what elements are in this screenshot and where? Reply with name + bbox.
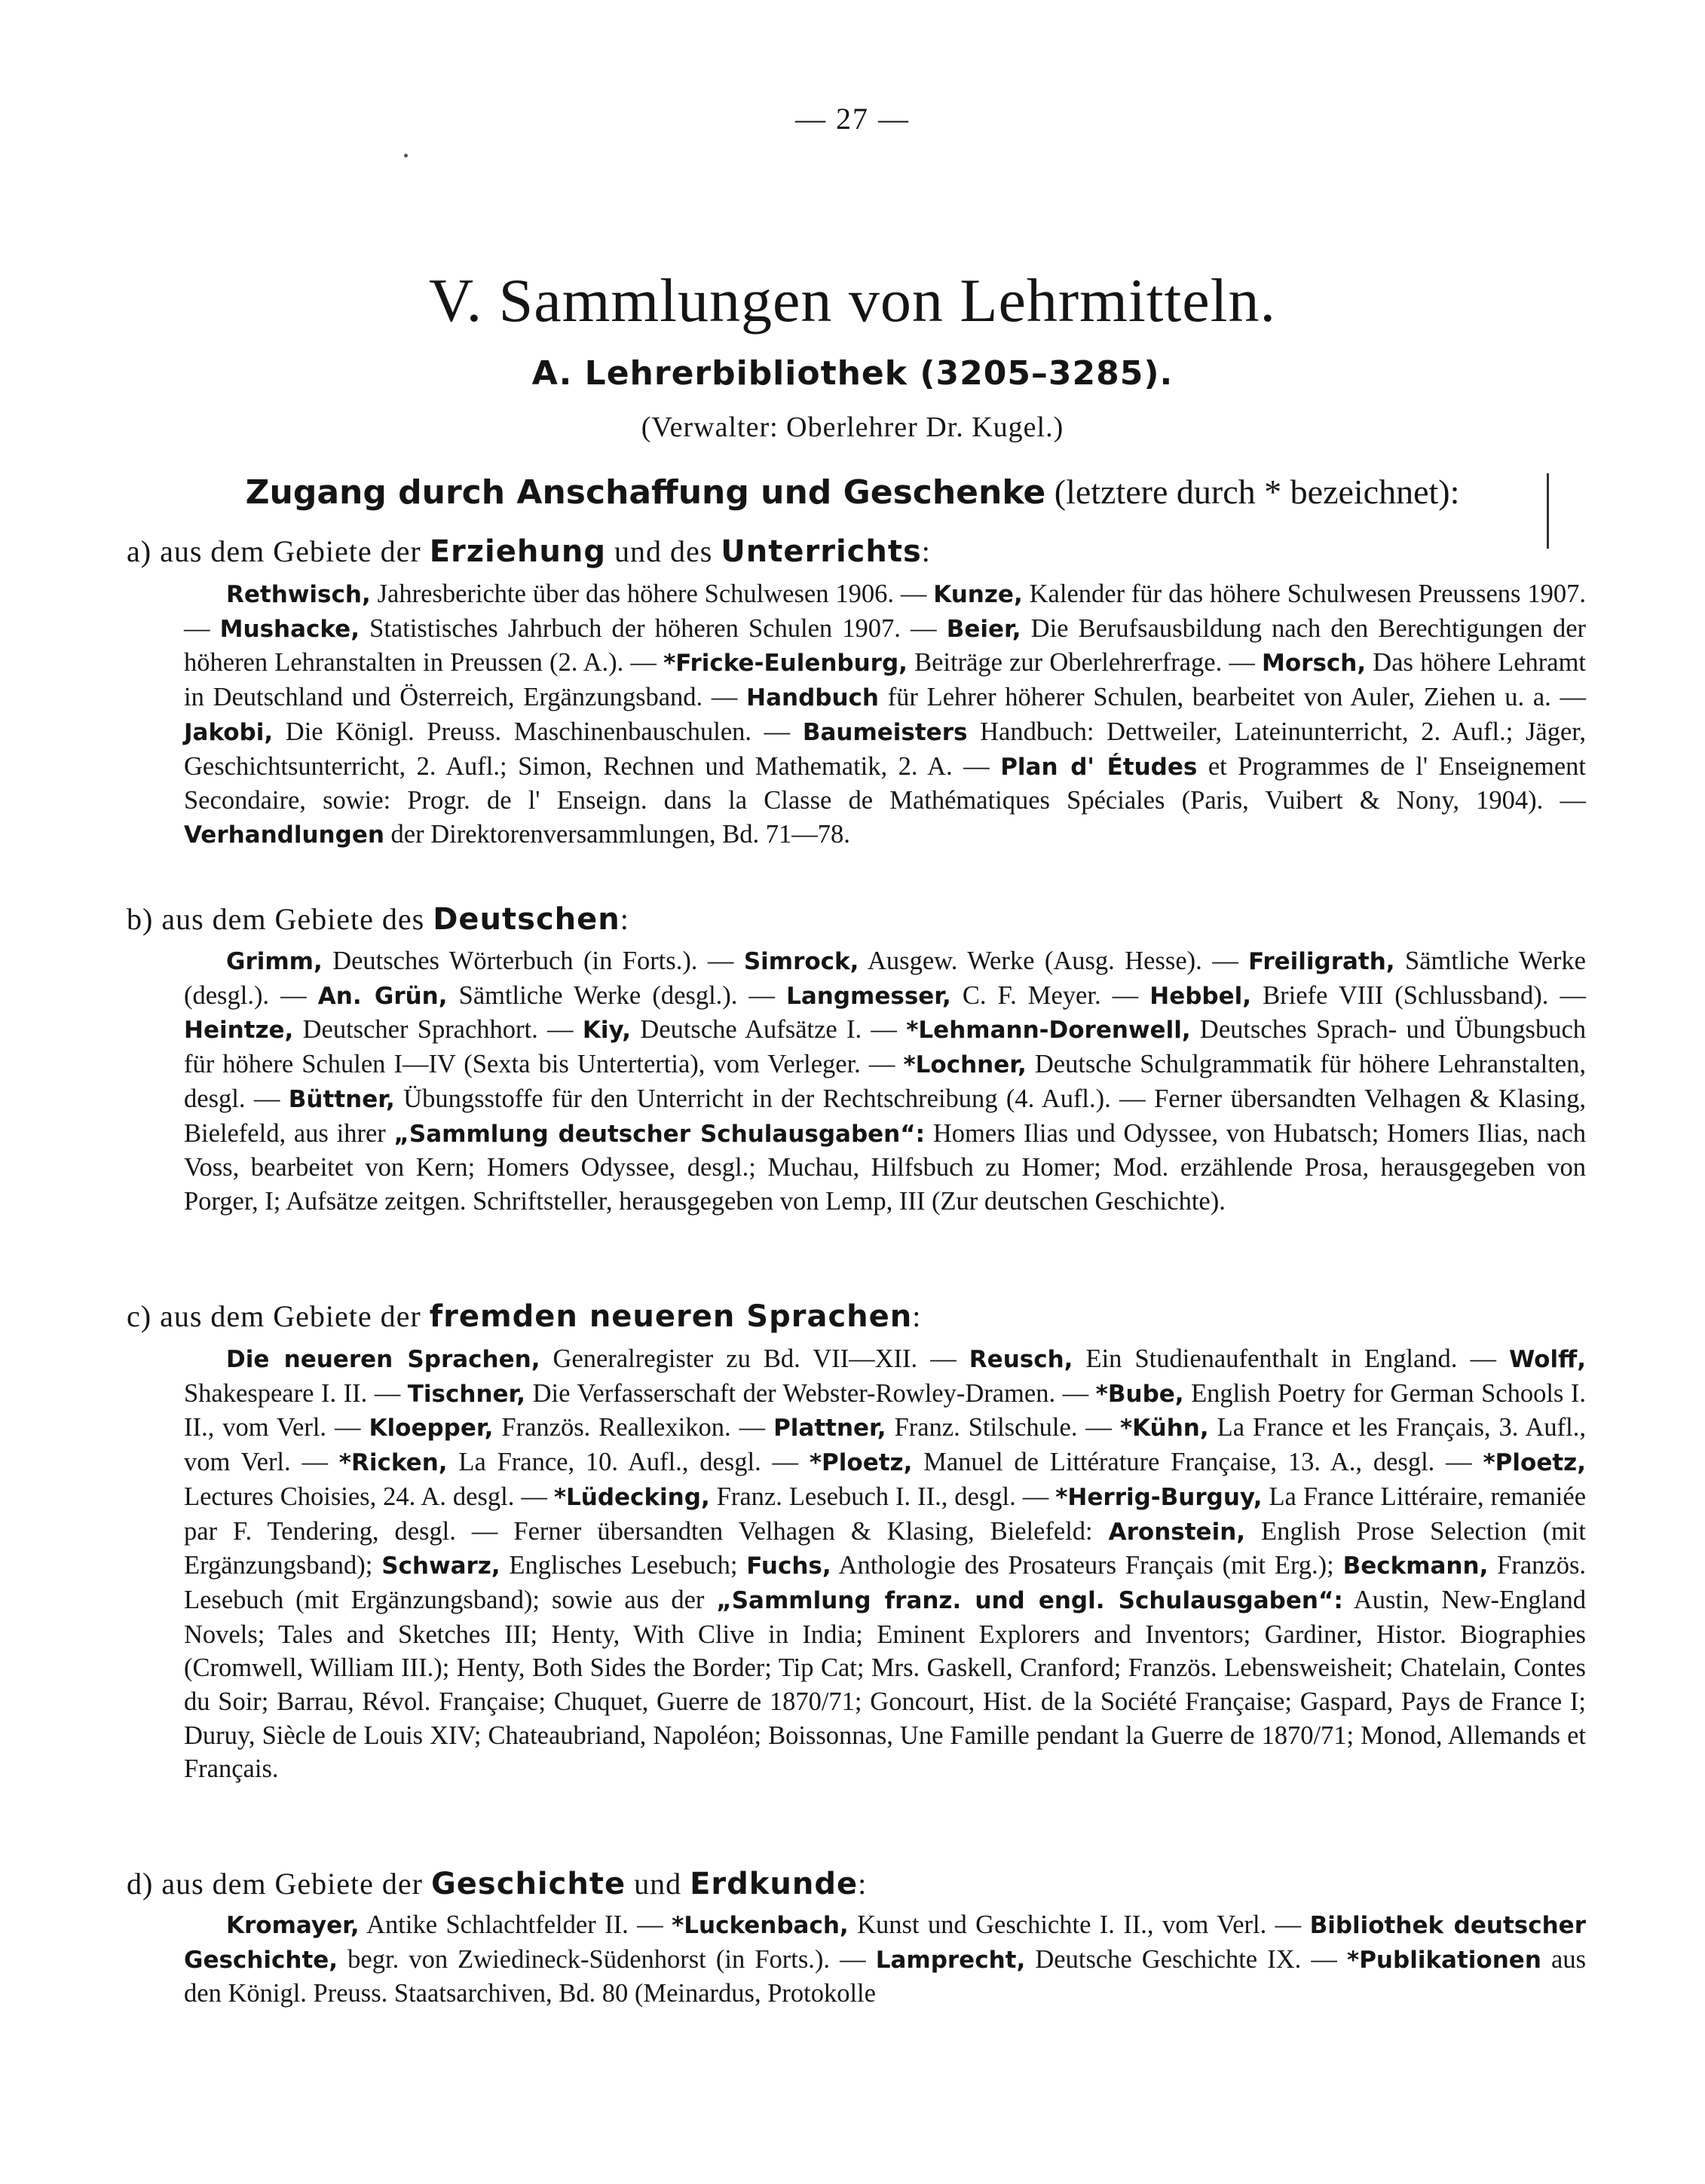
acquisitions-heading: [0, 472, 1705, 512]
section-label-c: [127, 1298, 1589, 1334]
entry-author: Plan d' Études: [1000, 753, 1198, 781]
entry-text: Statistisches Jahrbuch der höheren Schulen 1907. —: [359, 613, 947, 643]
ink-speck: [404, 154, 408, 158]
section-label-d: [127, 1866, 1589, 1901]
entry-text: Kalender für das höhere Schulwesen Preussens 1907. —: [184, 580, 1586, 643]
label-text: :: [912, 1299, 922, 1333]
entry-author: Handbuch: [746, 684, 879, 712]
entry-author: An. Grün,: [317, 982, 448, 1010]
entry-author: *Bube,: [1095, 1380, 1184, 1408]
entry-text: für Lehrer höherer Schulen, bearbeitet von Auler, Ziehen u. a. —: [878, 683, 1587, 712]
entry-text: Handbuch: Dettweiler, Lateinunterricht, 2. Aufl.; Jäger, Geschichtsunterricht, 2. Aufl.; Simon, Rechnen und Mathematik, 2. A. —: [184, 717, 1586, 781]
entry-author: Wolff,: [1509, 1346, 1586, 1373]
label-text: c) aus dem Gebiete der: [127, 1299, 430, 1333]
entry-author: Baumeisters: [802, 718, 968, 746]
entry-author: *Ploetz,: [1483, 1449, 1586, 1477]
entry-text: Franz. Stilschule. —: [886, 1413, 1120, 1442]
label-bold: Unterrichts: [721, 534, 922, 569]
entry-author: „Sammlung franz. und engl. Schulausgaben“:: [716, 1586, 1343, 1614]
label-bold: Deutschen: [433, 902, 620, 937]
entry-text: Briefe VIII (Schlussband). —: [1251, 980, 1587, 1010]
label-text: :: [858, 1867, 868, 1901]
label-text: d) aus dem Gebiete der: [127, 1867, 431, 1901]
section-label-b: [127, 901, 1589, 937]
entry-text: Übungsstoffe für den Unterricht in der Rechtschreibung (4. Aufl.). — Ferner übersandten Velhagen & Klasing, Bielefeld, aus ihrer: [184, 1084, 1587, 1148]
entry-text: English Prose Selection (mit Ergänzungsband);: [184, 1516, 1586, 1580]
entry-text: Deutsche Geschichte IX. —: [1025, 1944, 1347, 1974]
entry-text: Generalregister zu Bd. VII—XII. —: [540, 1344, 969, 1373]
entry-text: Antike Schlachtfelder II. —: [359, 1910, 672, 1939]
section-body-b: [184, 944, 1586, 1219]
entry-author: *Kühn,: [1119, 1415, 1209, 1442]
page-title: V. Sammlungen von Lehrmitteln.: [429, 266, 1276, 335]
entry-text: Deutscher Sprachhort. —: [293, 1015, 583, 1045]
entry-text: Beiträge zur Oberlehrerfrage. —: [907, 648, 1263, 678]
entry-author: Kunze,: [933, 581, 1023, 608]
entry-text: La France et les Français, 3. Aufl., vom Verl. —: [184, 1413, 1587, 1477]
label-bold: Erziehung: [429, 534, 606, 569]
label-bold: fremden neueren Sprachen: [429, 1299, 913, 1334]
entry-text: Ein Studienaufenthalt in England. —: [1073, 1344, 1510, 1373]
entry-text: Die Königl. Preuss. Maschinenbauschulen. —: [273, 717, 803, 746]
entry-author: *Lüdecking,: [553, 1483, 710, 1511]
entry-text: Franz. Lesebuch I. II., desgl. —: [709, 1482, 1056, 1511]
entry-text: Deutsches Wörterbuch (in Forts.). —: [322, 947, 744, 975]
entry-text: Die Berufsausbildung nach den Berechtigungen der höheren Lehranstalten in Preussen (2. A.). —: [184, 613, 1586, 678]
entry-author: „Sammlung deutscher Schulausgaben“:: [393, 1120, 926, 1148]
entry-author: Beier,: [946, 615, 1021, 643]
entry-author: Aronstein,: [1108, 1518, 1246, 1546]
entry-author: Hebbel,: [1149, 982, 1252, 1010]
entry-author: Kiy,: [582, 1017, 632, 1045]
entry-text: Manuel de Littérature Française, 13. A., desgl. —: [912, 1448, 1483, 1477]
entry-text: Französ. Lesebuch (mit Ergänzungsband); sowie aus der: [184, 1551, 1586, 1614]
label-text: :: [620, 902, 629, 936]
entry-author: *Lochner,: [903, 1051, 1027, 1079]
entry-author: Beckmann,: [1342, 1552, 1489, 1580]
entry-text: aus den Königl. Preuss. Staatsarchiven, Bd. 80 (Meinardus, Protokolle: [184, 1944, 1586, 2008]
entry-author: Morsch,: [1262, 650, 1367, 678]
entry-text: Austin, New-England Novels; Tales and Sketches III; Henty, With Clive in India; Eminent Explorers and Inventors; Gardiner, Histor. Biographies (Cromwell, William III.); Henty, Both Sides the Border; Tip Cat; Mrs. Gaskell, Cranford; Französ. Lebensweisheit; Chatelain, Contes du Soir; Barrau, Révol. Française; Chuquet, Guerre de 1870/71; Goncourt, Hist. de la Société Française; Gaspard, Pays de France I; Duruy, Siècle de Louis XIV; Chateaubriand, Napoléon; Boissonnas, Une Famille pendant la Guerre de 1870/71; Monod, Allemands et Français.: [184, 1585, 1586, 1784]
section-body-a: [184, 577, 1586, 852]
entry-text: Deutsches Sprach- und Übungsbuch für höhere Schulen I—IV (Sexta bis Untertertia), vom Verleger. —: [184, 1015, 1587, 1079]
entry-text: Sämtliche Werke (desgl.). —: [184, 947, 1586, 1010]
entry-text: C. F. Meyer. —: [950, 980, 1150, 1010]
section-body-c: [184, 1342, 1586, 1786]
entry-text: begr. von Zwiedineck-Südenhorst (in Forts.). —: [338, 1944, 876, 1974]
entry-text: Englisches Lesebuch;: [500, 1551, 747, 1580]
entry-text: Französ. Reallexikon. —: [493, 1413, 774, 1442]
entry-author: Büttner,: [288, 1085, 395, 1113]
section-label-a: [127, 534, 1589, 569]
entry-text: der Direktorenversammlungen, Bd. 71—78.: [384, 819, 850, 849]
entry-author: *Herrig-Burguy,: [1055, 1483, 1263, 1511]
entry-author: Reusch,: [969, 1346, 1073, 1373]
entry-text: Die Verfasserschaft der Webster-Rowley-Dramen. —: [525, 1378, 1096, 1408]
entry-author: Tischner,: [407, 1380, 526, 1408]
entry-text: English Poetry for German Schools I. II., vom Verl. —: [184, 1378, 1586, 1442]
entry-author: *Luckenbach,: [672, 1912, 849, 1939]
entry-author: Plattner,: [773, 1415, 886, 1442]
entry-text: Anthologie des Prosateurs Français (mit Erg.);: [831, 1551, 1343, 1580]
entry-author: Langmesser,: [786, 982, 951, 1010]
label-text: b) aus dem Gebiete des: [127, 902, 433, 936]
entry-author: Heintze,: [184, 1017, 294, 1045]
entry-author: *Ploetz,: [809, 1449, 913, 1477]
entry-author: Kloepper,: [369, 1415, 494, 1442]
entry-text: Sämtliche Werke (desgl.). —: [447, 980, 787, 1010]
entry-author: *Publikationen: [1347, 1946, 1541, 1974]
entry-text: La France, 10. Aufl., desgl. —: [447, 1448, 810, 1477]
entry-author: Jakobi,: [184, 718, 274, 746]
entry-author: Bibliothek deutscher Geschichte,: [184, 1912, 1586, 1974]
entry-text: Homers Ilias und Odyssee, von Hubatsch; Homers Ilias, nach Voss, bearbeitet von Kern; Homers Odyssee, desgl.; Muchau, Hilfsbuch zu Homer; Mod. erzählende Prosa, herausgegeben von Porger, I; Aufsätze zeitgen. Schriftsteller, herausgegeben von Lemp, III (Zur deutschen Geschichte).: [184, 1118, 1587, 1216]
section-subtitle: A. Lehrerbibliothek (3205–3285).: [531, 354, 1174, 393]
entry-author: Fuchs,: [746, 1552, 831, 1580]
entry-text: Lectures Choisies, 24. A. desgl. —: [184, 1482, 554, 1511]
entry-text: Kunst und Geschichte I. II., vom Verl. —: [848, 1910, 1310, 1939]
entry-author: Freiligrath,: [1248, 948, 1395, 975]
page-number: — 27 —: [795, 102, 910, 136]
heading-rest: (letztere durch * bezeichnet):: [1045, 473, 1460, 511]
entry-author: Mushacke,: [219, 615, 360, 643]
entry-author: Die neueren Sprachen,: [226, 1346, 540, 1373]
entry-text: Deutsche Aufsätze I. —: [631, 1015, 907, 1045]
entry-author: *Ricken,: [338, 1449, 448, 1477]
label-text: a) aus dem Gebiete der: [127, 534, 430, 568]
entry-text: Ausgew. Werke (Ausg. Hesse). —: [859, 947, 1249, 975]
entry-text: La France Littéraire, remaniée par F. Tendering, desgl. — Ferner übersandten Velhagen & Klasing, Bielefeld:: [184, 1482, 1587, 1546]
entry-author: Lamprecht,: [875, 1946, 1026, 1974]
label-text: und des: [605, 534, 721, 568]
entry-author: Kromayer,: [226, 1912, 360, 1939]
entry-author: Schwarz,: [381, 1552, 500, 1580]
entry-text: et Programmes de l' Enseignement Secondaire, sowie: Progr. de l' Enseign. dans la Classe de Mathématiques Spéciales (Paris, Vuibert & Nony, 1904). —: [184, 751, 1586, 815]
entry-author: Rethwisch,: [226, 581, 371, 608]
entry-author: Simrock,: [743, 948, 859, 975]
entry-author: *Lehmann-Dorenwell,: [906, 1017, 1191, 1045]
entry-author: *Fricke-Eulenburg,: [663, 650, 908, 678]
label-text: :: [921, 534, 931, 568]
heading-bold: Zugang durch Anschaffung und Geschenke: [245, 473, 1046, 512]
entry-text: Jahresberichte über das höhere Schulwesen 1906. —: [370, 580, 934, 608]
label-bold: Geschichte: [430, 1867, 626, 1901]
label-bold: Erdkunde: [690, 1867, 859, 1901]
entry-text: Das höhere Lehramt in Deutschland und Österreich, Ergänzungsband. —: [184, 648, 1586, 712]
section-body-d: [184, 1908, 1586, 2011]
entry-text: Shakespeare I. II. —: [184, 1378, 408, 1408]
entry-author: Grimm,: [226, 948, 323, 975]
entry-text: Deutsche Schulgrammatik für höhere Lehranstalten, desgl. —: [184, 1050, 1586, 1113]
administrator-note: (Verwalter: Oberlehrer Dr. Kugel.): [641, 411, 1064, 443]
entry-author: Verhandlungen: [184, 821, 384, 849]
label-text: und: [626, 1867, 690, 1901]
